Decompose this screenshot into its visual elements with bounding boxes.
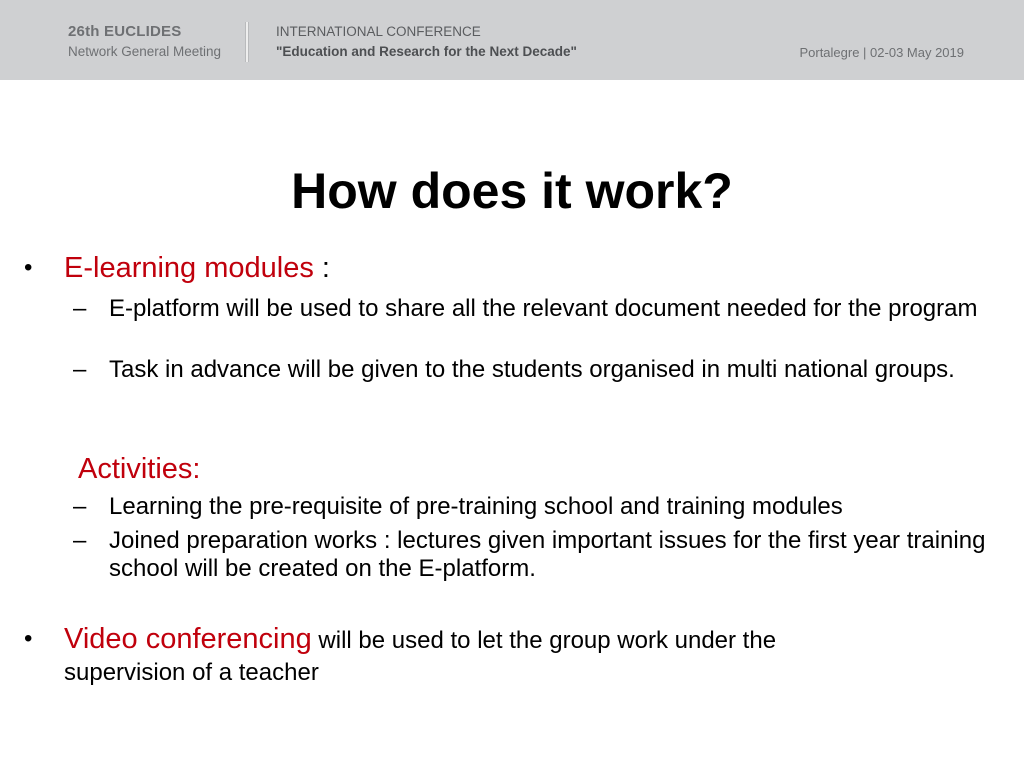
event-block xyxy=(68,22,221,62)
video-text-line1: will be used to let the group work under the xyxy=(311,627,777,654)
slide-title: How does it work? xyxy=(291,163,733,219)
bullet-elearning xyxy=(24,250,330,286)
elearning-item-text: Task in advance will be given to the students organised in multi national groups. xyxy=(109,356,955,383)
activities-item-text: Learning the pre-requisite of pre-training school and training modules xyxy=(109,493,843,520)
location-date: Portalegre | 02-03 May 2019 xyxy=(799,45,964,60)
elearning-suffix: : xyxy=(313,252,330,284)
activities-item xyxy=(73,493,1019,521)
conference-theme: "Education and Research for the Next Decade" xyxy=(276,44,577,59)
activities-item-text: Joined preparation works : lectures given important issues for the first year training school will be created on the E-platform. xyxy=(109,527,986,582)
dash-icon: – xyxy=(73,527,87,554)
conference-block xyxy=(276,22,577,62)
elearning-item xyxy=(73,295,1019,323)
video-heading: Video conferencing xyxy=(64,623,312,655)
slide-header-band xyxy=(0,0,1024,80)
event-subtitle: Network General Meeting xyxy=(68,44,222,59)
elearning-item-text: E-platform will be used to share all the relevant document needed for the program xyxy=(109,295,978,322)
elearning-heading: E-learning modules xyxy=(64,252,314,284)
activities-heading: Activities: xyxy=(78,453,201,485)
activities-item xyxy=(73,527,1019,583)
elearning-item xyxy=(73,356,1019,384)
video-text-line2: supervision of a teacher xyxy=(64,659,319,686)
dash-icon: – xyxy=(73,356,87,383)
event-title: 26th EUCLIDES xyxy=(68,23,182,40)
header-divider xyxy=(245,22,249,62)
conference-label: INTERNATIONAL CONFERENCE xyxy=(276,24,481,39)
bullet-video xyxy=(24,621,964,687)
dash-icon: – xyxy=(73,295,87,322)
dash-icon: – xyxy=(73,493,87,520)
bullet-icon: • xyxy=(24,254,33,281)
bullet-icon: • xyxy=(24,625,33,652)
